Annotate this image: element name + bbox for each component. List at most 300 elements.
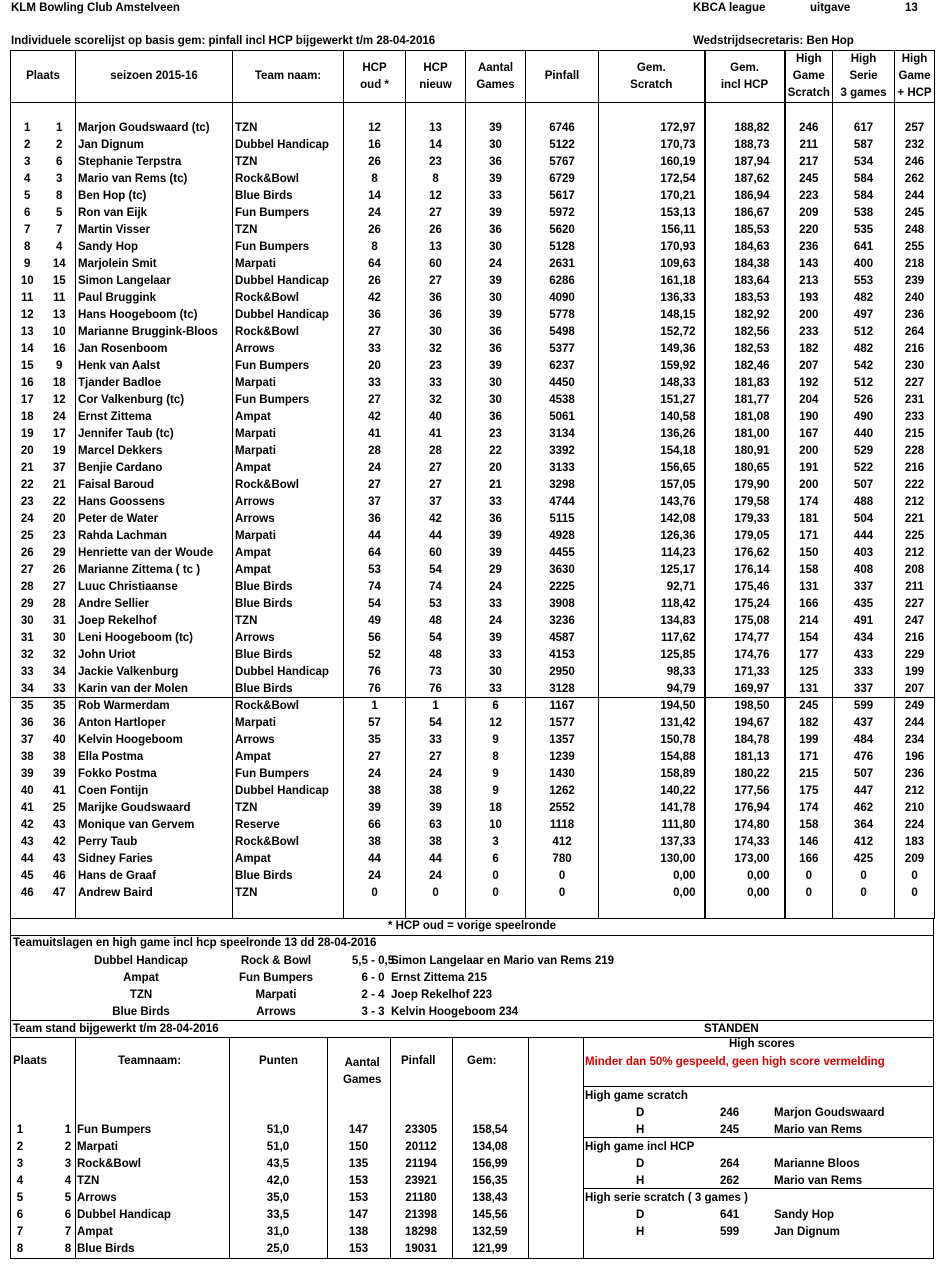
team-name: Reserve [233,817,344,834]
player-name: Anton Hartloper [76,715,233,732]
high-game-hcp: 212 [895,494,935,511]
team-prev-rank: 4 [64,1175,72,1187]
high-game: 217 [785,154,833,171]
table-row [11,409,935,426]
team-name: Blue Birds [233,681,344,698]
player-name: Hans de Graaf [76,868,233,885]
high-game: 158 [785,562,833,579]
pinfall: 5767 [526,154,599,171]
games: 30 [466,664,526,681]
team-pinfall: 21180 [405,1192,437,1204]
table-row [11,800,935,817]
games: 36 [466,409,526,426]
hcp-new: 63 [406,817,466,834]
high-serie: 433 [833,647,895,664]
table-row [11,137,935,154]
rank: 26 [20,547,34,559]
team-rank: 6 [16,1209,24,1221]
avg-scratch: 149,36 [599,341,705,358]
high-game-hcp: 0 [895,868,935,885]
high-game: 171 [785,528,833,545]
table-row [11,171,935,188]
hcp-old: 37 [344,494,406,511]
pinfall: 5377 [526,341,599,358]
team-name: Rock&Bowl [233,171,344,188]
games: 30 [466,239,526,256]
team-name: TZN [77,1175,100,1187]
hs-player: Marjon Goudswaard [774,1107,885,1119]
player-name: Ella Postma [76,749,233,766]
hcp-note: * HCP oud = vorige speelronde [10,918,934,936]
team-rank: 1 [16,1124,24,1136]
player-name: Henriette van der Woude [76,545,233,562]
high-game-hcp: 244 [895,715,935,732]
player-name: Andre Sellier [76,596,233,613]
hcp-old: 27 [344,324,406,341]
st-col-gem: Gem: [467,1055,497,1067]
hcp-old: 44 [344,851,406,868]
team-pinfall: 18298 [405,1226,437,1238]
high-serie: 507 [833,477,895,494]
games: 10 [466,817,526,834]
team-prev-rank: 5 [64,1192,72,1204]
avg-scratch: 157,05 [599,477,705,494]
avg-hcp: 182,56 [705,324,785,341]
high-game: 207 [785,358,833,375]
team-name: Arrows [233,494,344,511]
games: 39 [466,307,526,324]
hcp-old: 64 [344,256,406,273]
hs-player: Mario van Rems [774,1124,863,1136]
team-points: 51,0 [266,1141,290,1153]
player-name: Luuc Christiaanse [76,579,233,596]
table-row [11,324,935,341]
high-game: 171 [785,749,833,766]
table-row [11,222,935,239]
team-rank: 3 [16,1158,24,1170]
team-pinfall: 23305 [405,1124,437,1136]
avg-scratch: 114,23 [599,545,705,562]
high-serie: 337 [833,681,895,698]
hs-player: Marianne Bloos [774,1158,860,1170]
avg-hcp: 188,73 [705,137,785,154]
table-row [11,562,935,579]
hcp-new: 41 [406,426,466,443]
team-name: Marpati [233,528,344,545]
table-row [11,766,935,783]
prev-rank: 1 [56,122,63,134]
team-standings [10,1021,934,1259]
prev-rank: 8 [56,190,63,202]
games: 30 [466,137,526,154]
hcp-old: 35 [344,732,406,749]
table-row [11,443,935,460]
col-pinfall: Pinfall [526,51,599,103]
rank: 42 [20,819,34,831]
high-game: 246 [785,120,833,137]
avg-hcp: 180,91 [705,443,785,460]
player-name: Mario van Rems (tc) [76,171,233,188]
avg-hcp: 176,14 [705,562,785,579]
rank: 8 [24,241,31,253]
team-name: Ampat [233,562,344,579]
avg-hcp: 175,24 [705,596,785,613]
high-serie: 553 [833,273,895,290]
col-plaats: Plaats [11,51,76,103]
player-name: Ben Hop (tc) [76,188,233,205]
pinfall: 1357 [526,732,599,749]
games: 0 [466,868,526,885]
avg-scratch: 172,54 [599,171,705,188]
match-away: Rock & Bowl [240,955,312,967]
team-name: Marpati [233,256,344,273]
avg-hcp: 171,33 [705,664,785,681]
team-avg: 132,59 [472,1226,508,1238]
hs-gender: D [636,1107,645,1119]
hs-score: 264 [720,1158,740,1170]
table-row [11,307,935,324]
games: 39 [466,120,526,137]
pinfall: 6729 [526,171,599,188]
pinfall: 0 [526,885,599,902]
match-score: 5,5 - 0,5 [351,955,395,967]
team-name: TZN [233,800,344,817]
high-game-hcp: 264 [895,324,935,341]
match-away: Marpati [255,989,297,1001]
table-row [11,630,935,647]
avg-scratch: 109,63 [599,256,705,273]
high-game-hcp: 262 [895,171,935,188]
high-serie: 526 [833,392,895,409]
hs-score: 641 [720,1209,740,1221]
hcp-old: 42 [344,290,406,307]
avg-hcp: 187,94 [705,154,785,171]
hcp-new: 36 [406,290,466,307]
team-avg: 158,54 [472,1124,508,1136]
hcp-old: 33 [344,341,406,358]
high-game: 245 [785,171,833,188]
table-row [11,647,935,664]
avg-hcp: 181,83 [705,375,785,392]
avg-hcp: 186,67 [705,205,785,222]
player-name: Karin van der Molen [76,681,233,698]
high-game-hcp: 236 [895,307,935,324]
player-name: Marcel Dekkers [76,443,233,460]
pinfall: 5778 [526,307,599,324]
team-name: Dubbel Handicap [77,1209,171,1221]
standings-title: Team stand bijgewerkt t/m 28-04-2016 [13,1023,219,1035]
high-game-hcp: 224 [895,817,935,834]
pinfall: 4090 [526,290,599,307]
list-subtitle: Individuele scorelijst op basis gem: pinfall incl HCP bijgewerkt t/m 28-04-2016 [11,35,436,47]
table-row [11,460,935,477]
team-name: Marpati [233,375,344,392]
high-game: 131 [785,681,833,698]
hcp-new: 27 [406,749,466,766]
team-name: Ampat [77,1226,113,1238]
hcp-old: 33 [344,375,406,392]
high-game-hcp: 207 [895,681,935,698]
prev-rank: 36 [52,717,66,729]
pinfall: 2552 [526,800,599,817]
pinfall: 3908 [526,596,599,613]
high-game-hcp: 233 [895,409,935,426]
team-name: Ampat [233,409,344,426]
games: 30 [466,392,526,409]
high-game-hcp: 216 [895,460,935,477]
high-game-hcp: 212 [895,545,935,562]
avg-scratch: 148,15 [599,307,705,324]
prev-rank: 43 [52,819,66,831]
avg-scratch: 94,79 [599,681,705,698]
high-serie: 425 [833,851,895,868]
table-row [11,375,935,392]
col-high-game: High Game Scratch [785,51,833,103]
player-name: Faisal Baroud [76,477,233,494]
avg-scratch: 148,33 [599,375,705,392]
prev-rank: 40 [52,734,66,746]
hcp-new: 0 [406,885,466,902]
avg-scratch: 156,65 [599,460,705,477]
avg-hcp: 174,76 [705,647,785,664]
table-row [11,715,935,732]
high-game-hcp: 231 [895,392,935,409]
rank: 13 [20,326,34,338]
pinfall: 5061 [526,409,599,426]
high-game-hcp: 216 [895,341,935,358]
rank: 17 [20,394,34,406]
avg-hcp: 187,62 [705,171,785,188]
team-pinfall: 19031 [405,1243,437,1255]
high-serie: 488 [833,494,895,511]
edition-number: 13 [905,2,918,14]
player-name: Marianne Zittema ( tc ) [76,562,233,579]
hcp-new: 60 [406,256,466,273]
avg-scratch: 154,18 [599,443,705,460]
hs-player: Jan Dignum [774,1226,840,1238]
high-game-hcp: 222 [895,477,935,494]
games: 33 [466,188,526,205]
hcp-new: 24 [406,868,466,885]
games: 6 [466,698,526,715]
high-game: 125 [785,664,833,681]
high-serie: 440 [833,426,895,443]
games: 33 [466,681,526,698]
standings-table [11,1037,583,1259]
high-game: 166 [785,851,833,868]
pinfall: 1262 [526,783,599,800]
pinfall: 6286 [526,273,599,290]
avg-scratch: 172,97 [599,120,705,137]
prev-rank: 39 [52,768,66,780]
player-name: Henk van Aalst [76,358,233,375]
hcp-new: 23 [406,154,466,171]
rank: 28 [20,581,34,593]
high-game: 245 [785,698,833,715]
high-serie: 512 [833,375,895,392]
avg-scratch: 0,00 [599,885,705,902]
team-name: TZN [233,120,344,137]
hcp-new: 24 [406,766,466,783]
high-game-hcp: 183 [895,834,935,851]
avg-scratch: 131,42 [599,715,705,732]
high-game: 236 [785,239,833,256]
hcp-old: 38 [344,783,406,800]
hcp-new: 38 [406,783,466,800]
player-name: Marijke Goudswaard [76,800,233,817]
rank: 25 [20,530,34,542]
prev-rank: 31 [52,615,66,627]
player-name: Hans Goossens [76,494,233,511]
rank: 44 [20,853,34,865]
pinfall: 4587 [526,630,599,647]
prev-rank: 42 [52,836,66,848]
high-serie: 497 [833,307,895,324]
pinfall: 5620 [526,222,599,239]
high-serie: 333 [833,664,895,681]
avg-hcp: 174,80 [705,817,785,834]
avg-scratch: 130,00 [599,851,705,868]
table-row [11,528,935,545]
high-game: 174 [785,800,833,817]
match-score: 3 - 3 [361,1006,385,1018]
avg-hcp: 183,64 [705,273,785,290]
prev-rank: 13 [52,309,66,321]
high-game-hcp: 232 [895,137,935,154]
pinfall: 3133 [526,460,599,477]
hcp-new: 44 [406,851,466,868]
col-team: Team naam: [233,51,344,103]
prev-rank: 3 [56,173,63,185]
team-name: Rock&Bowl [233,477,344,494]
hcp-old: 24 [344,205,406,222]
player-name: Sandy Hop [76,239,233,256]
hcp-new: 60 [406,545,466,562]
high-game: 166 [785,596,833,613]
hcp-new: 27 [406,205,466,222]
high-game: 215 [785,766,833,783]
team-name: Arrows [77,1192,117,1204]
hcp-new: 74 [406,579,466,596]
col-games: Aantal Games [466,51,526,103]
player-name: Sidney Faries [76,851,233,868]
pinfall: 3630 [526,562,599,579]
high-game: 174 [785,494,833,511]
st-col-pinfall: Pinfall [401,1055,436,1067]
hcp-new: 26 [406,222,466,239]
avg-hcp: 181,08 [705,409,785,426]
avg-scratch: 92,71 [599,579,705,596]
high-serie: 641 [833,239,895,256]
rank: 34 [20,682,34,695]
table-row [11,120,935,137]
high-game-hcp: 236 [895,766,935,783]
hcp-old: 76 [344,664,406,681]
player-name: Kelvin Hoogeboom [76,732,233,749]
high-serie: 403 [833,545,895,562]
prev-rank: 2 [56,139,63,151]
avg-scratch: 170,21 [599,188,705,205]
hcp-new: 37 [406,494,466,511]
prev-rank: 26 [52,564,66,576]
pinfall: 4455 [526,545,599,562]
table-row [11,205,935,222]
prev-rank: 47 [52,887,66,899]
pinfall: 1239 [526,749,599,766]
team-name: Fun Bumpers [233,205,344,222]
hcp-new: 32 [406,392,466,409]
player-name: Andrew Baird [76,885,233,902]
high-serie: 584 [833,188,895,205]
highscore-group-title: High game scratch [585,1090,688,1102]
high-game-hcp: 228 [895,443,935,460]
hs-gender: H [636,1175,645,1187]
games: 39 [466,205,526,222]
hs-player: Sandy Hop [774,1209,835,1221]
team-name: Rock&Bowl [77,1158,141,1170]
rank: 35 [11,698,44,715]
prev-rank: 37 [52,462,66,474]
high-game: 211 [785,137,833,154]
rank: 4 [24,173,31,185]
avg-scratch: 0,00 [599,868,705,885]
hs-gender: H [636,1226,645,1238]
match-home: TZN [129,989,153,1001]
team-avg: 156,99 [472,1158,508,1170]
hcp-new: 48 [406,613,466,630]
team-avg: 156,35 [472,1175,508,1187]
avg-scratch: 125,85 [599,647,705,664]
hcp-new: 39 [406,800,466,817]
high-game: 175 [785,783,833,800]
team-avg: 134,08 [472,1141,508,1153]
games: 39 [466,171,526,188]
pinfall: 3134 [526,426,599,443]
hs-score: 245 [720,1124,740,1136]
high-game-hcp: 209 [895,851,935,868]
rank: 2 [24,139,31,151]
high-game-hcp: 212 [895,783,935,800]
team-games: 147 [348,1209,369,1221]
high-game-hcp: 218 [895,256,935,273]
match-high: Joep Rekelhof 223 [391,989,492,1001]
avg-scratch: 150,78 [599,732,705,749]
avg-scratch: 159,92 [599,358,705,375]
high-serie: 482 [833,341,895,358]
games: 24 [466,256,526,273]
player-name: Joep Rekelhof [76,613,233,630]
table-row [11,817,935,834]
avg-hcp: 181,13 [705,749,785,766]
pinfall: 1430 [526,766,599,783]
games: 33 [466,494,526,511]
games: 24 [466,579,526,596]
prev-rank: 41 [52,785,66,797]
pinfall: 2631 [526,256,599,273]
pinfall: 3392 [526,443,599,460]
hcp-old: 28 [344,443,406,460]
pinfall: 3236 [526,613,599,630]
team-games: 153 [348,1192,369,1204]
rank: 22 [20,479,34,491]
high-game: 192 [785,375,833,392]
hs-gender: D [636,1209,645,1221]
games: 9 [466,732,526,749]
rank: 45 [20,870,34,882]
rank: 21 [20,462,34,474]
hcp-new: 53 [406,596,466,613]
hcp-old: 26 [344,154,406,171]
